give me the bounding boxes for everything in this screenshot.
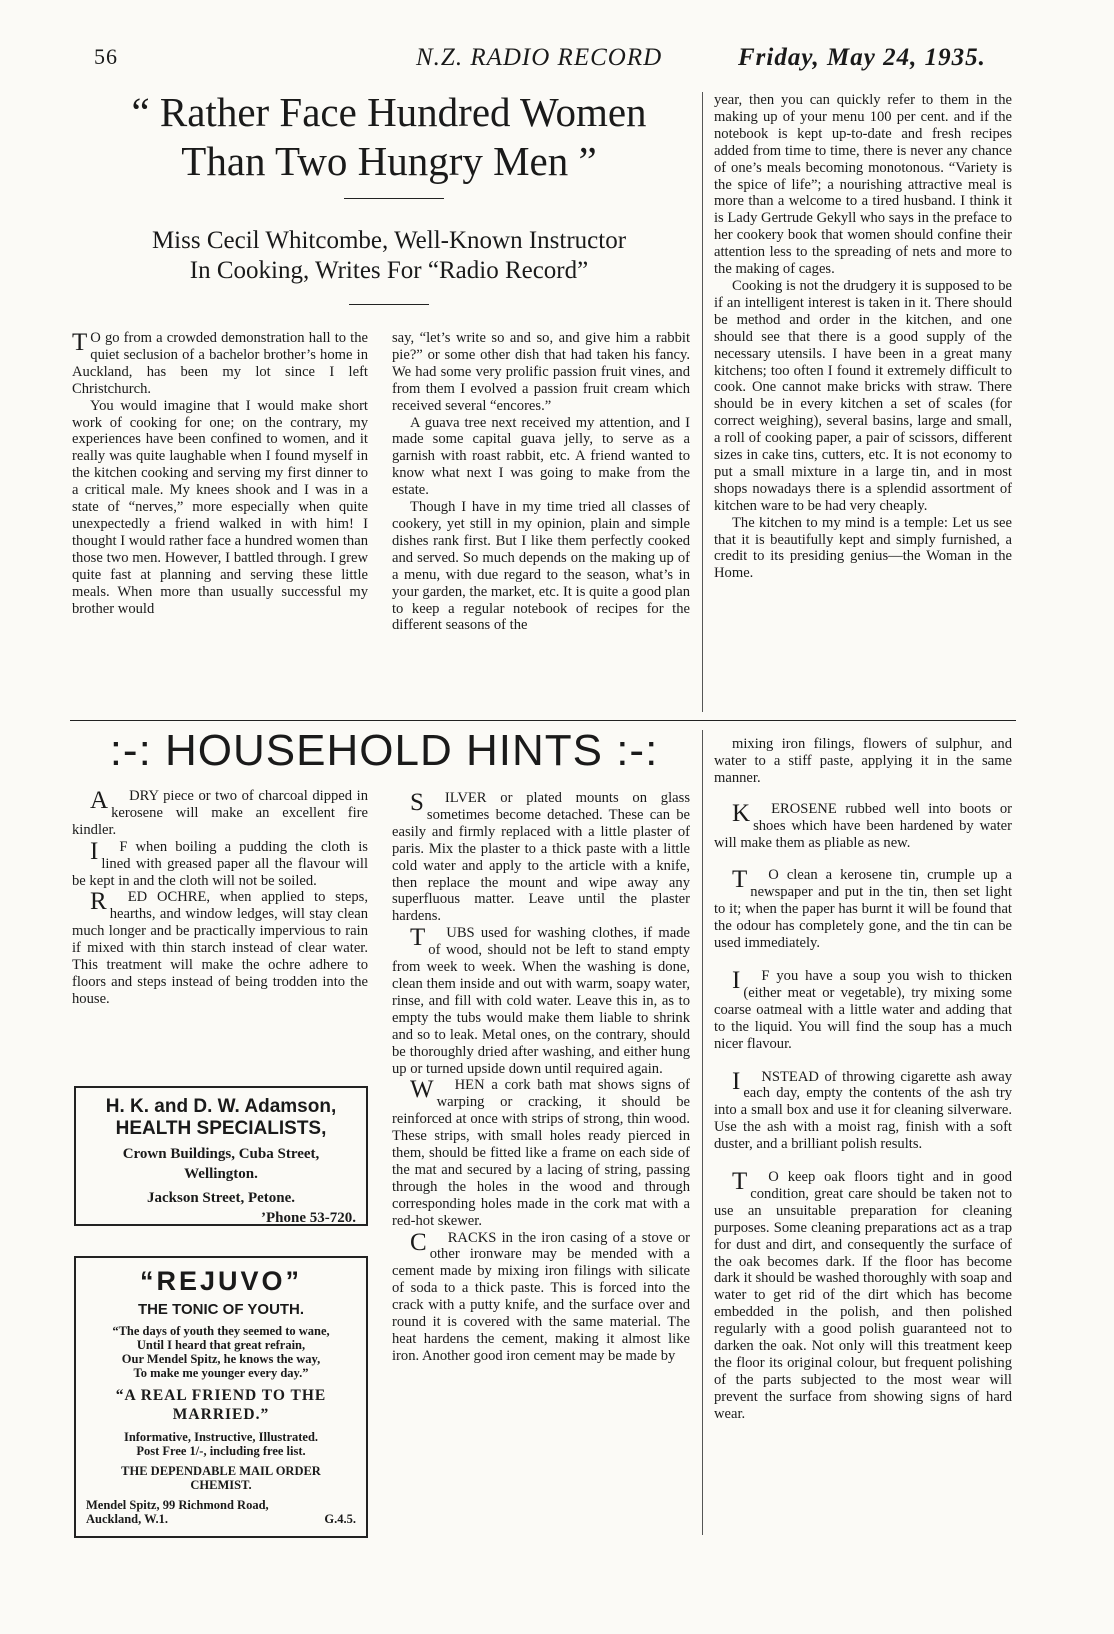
advert-verse: “The days of youth they seemed to wane, <box>112 1324 330 1338</box>
hint-item: K EROSENE rubbed well into boots or shoes which have been hardened by water will make them as pliable as new. <box>714 799 1012 851</box>
article-paragraph: You would imagine that I would make short work of cooking for one; on the contrary, my experiences have been confined to women, and it really was quite laughable when I found myself in the kitchen cooking and serving my first dinner to a critical male. My knees shook and I was in a state of “nerves,” more especially when quite unexpectedly a friend walked in with him! I thought I would rather face a hundred women than those two men. However, I battled through. I grew quite fast at planning and serving these little meals. When more than usually successful my brother would <box>72 397 368 617</box>
issue-date: Friday, May 24, 1935. <box>738 44 986 71</box>
drop-cap: T <box>732 1168 748 1196</box>
advert-address: Jackson Street, Petone. <box>146 1190 296 1206</box>
page-number: 56 <box>94 44 118 69</box>
advert-tagline: THE TONIC OF YOUTH. <box>137 1301 305 1318</box>
household-hints-heading: :-: HOUSEHOLD HINTS :-: <box>109 726 659 775</box>
advert-address: Wellington. <box>184 1166 258 1182</box>
article-paragraph: Cooking is not the drudgery it is supposed to be if an intelligent interest is taken in it. There should be method and order in the kitchen, and one should see that there is a good supply of the necessary utensils. I have been in a great many kitchens; too often I found it extremely difficult to cook. One cannot make bricks with straw. There should be in every kitchen a set of scales (for correct weighing), several basins, large and small, a roll of cooking paper, a pair of scissors, different sizes in cake tins, cutters, etc. It is not economy to put a small mixture in a large tin, and in most shops nowadays there is a splendid assortment of kitchen ware to be had very cheaply. <box>714 277 1012 514</box>
article-paragraph: say, “let’s write so and so, and give him a rabbit pie?” or some other dish that had taken his fancy. We had some very prolific passion fruit vines, and from them I evolved a passion fruit cream which received several “encores.” <box>392 330 690 414</box>
advert-name: H. K. and D. W. Adamson, <box>105 1096 337 1117</box>
hint-item: A DRY piece or two of charcoal dipped in kerosene will make an excellent fire kindler. <box>72 788 368 838</box>
title-divider <box>344 198 444 199</box>
hint-item: S ILVER or plated mounts on glass sometimes become detached. These can be easily and firmly replaced with a little plaster of paris. Mix the plaster to a thick paste with a little cold water and apply to the article with a knife, then replace the mount and wipe away any superfluous matter. Leave until the plaster hardens. <box>392 790 690 925</box>
hint-item: R ED OCHRE, when applied to steps, hearths, and window ledges, will stay clean much longer and be practically impervious to rain if mixed with thin starch instead of clear water. This treatment will make the ochre adhere to floors and steps instead of being trodden into the house. <box>72 888 368 1007</box>
article-column-1 <box>72 330 368 710</box>
advert-info: Post Free 1/-, including free list. <box>136 1444 306 1458</box>
hint-item: I F you have a soup you wish to thicken (either meat or vegetable), try mixing some coarse oatmeal with a little water and adding that to the liquid. You will find the soup has a much nicer flavour. <box>714 966 1012 1052</box>
section-divider <box>70 720 1016 721</box>
article-title-line1: “ Rather Face Hundred Women <box>131 89 647 135</box>
article-paragraph: year, then you can quickly refer to them in the making up of your menu 100 per cent. and if the notebook is kept up-to-date and fresh recipes added from time to time, there is never any chance of one’s meals becoming monotonous. “Variety is the spice of life”; a nourishing attractive meal is more than a welcome to a tired husband. I think it is Lady Gertrude Gekyll who says in the preface to her cookery book that women should confine their attention less to the spreading of nets and more to the making of cages. <box>714 92 1012 278</box>
advert-headline: “A REAL FRIEND TO THE MARRIED.” <box>115 1387 327 1423</box>
hint-item: C RACKS in the iron casing of a stove or other ironware may be mended with a cement made by mixing iron filings with silicate of soda to a thick paste. This is forced into the crack with a putty knife, and the surface over and round it is covered with the same material. The heat hardens the cement, making it almost like iron. Another good iron cement may be made by <box>392 1228 690 1364</box>
hints-column-2 <box>392 790 690 1535</box>
column-divider <box>702 730 703 1535</box>
drop-cap: T <box>72 330 88 356</box>
advert-verse: Until I heard that great refrain, <box>136 1338 306 1352</box>
advert-info: Informative, Instructive, Illustrated. <box>123 1430 319 1444</box>
drop-cap: A <box>90 788 109 814</box>
hint-item: T O keep oak floors tight and in good condition, great care should be taken not to use an unsuitable preparation for cleaning purposes. Some cleaning preparations act as a trap for dust and dirt, and consequently the surface of the oak becomes dark. If the floor has become dark it should be washed thoroughly with soap and water to get rid of the dirt which has become embedded in the polish, and then polished regularly with a good polish guaranteed not to darken the oak. Not only will this treatment keep the floor its original colour, but frequent polishing of the parts subjected to the most wear will prevent the surface from showing signs of hard wear. <box>714 1168 1012 1422</box>
hints-column-3 <box>714 736 1012 1536</box>
article-title-block <box>74 88 704 286</box>
advert-rejuvo <box>74 1256 368 1538</box>
drop-cap: W <box>410 1076 434 1104</box>
article-title-line2: Than Two Hungry Men ” <box>181 138 597 184</box>
advert-verse: To make me younger every day.” <box>133 1366 309 1380</box>
advert-title: HEALTH SPECIALISTS, <box>115 1118 327 1139</box>
advert-phone: ’Phone 53-720. <box>261 1210 356 1226</box>
article-subtitle-line1: Miss Cecil Whitcombe, Well-Known Instructor <box>151 227 627 254</box>
hint-item: W HEN a cork bath mat shows signs of warping or cracking, it should be reinforced at once with strips of strong, thin wood. These strips, with small holes ready pierced in them, should be fitted like a frame on each side of the mat and secured by a lacing of string, passing through the holes in the wood and through corresponding holes made in the cork mat with a red-hot skewer. <box>392 1076 690 1229</box>
article-paragraph: The kitchen to my mind is a temple: Let us see that it is beautifully kept and simply furnished, a credit to its presiding genius—the Woman in the Home. <box>714 514 1012 582</box>
article-paragraph: O go from a crowded demonstration hall to the quiet seclusion of a bachelor brother’s home in Auckland, has been my lot since I left Christchurch. <box>72 330 368 397</box>
drop-cap: S <box>410 790 424 816</box>
drop-cap: I <box>732 1067 741 1095</box>
advert-brand: “REJUVO” <box>139 1266 303 1296</box>
article-paragraph: A guava tree next received my attention, and I made some capital guava jelly, to serve as a garnish with roast rabbit, etc. A friend wanted to know what next I was going to make from the estate. <box>392 414 690 499</box>
subtitle-divider <box>349 304 429 305</box>
article-column-3 <box>714 92 1012 712</box>
drop-cap: K <box>732 799 751 827</box>
advert-info: THE DEPENDABLE MAIL ORDER <box>121 1464 321 1478</box>
advert-verse: Our Mendel Spitz, he knows the way, <box>121 1352 321 1366</box>
column-divider <box>702 92 703 712</box>
drop-cap: I <box>90 837 99 865</box>
article-paragraph: Though I have in my time tried all classes of cookery, yet still in my opinion, plain and simple dishes rank first. But I like them perfectly cooked and served. So much depends on the making up of a menu, with due regard to the season, what’s in your garden, the market, etc. It is quite a good plan to keep a regular notebook of recipes for the different seasons of the <box>392 499 690 634</box>
article-subtitle-line2: In Cooking, Writes For “Radio Record” <box>189 257 589 284</box>
hints-column-1 <box>72 788 368 1078</box>
hint-item: I NSTEAD of throwing cigarette ash away each day, empty the contents of the ash try into a small box and use it for cleaning silverware. Use the ash with a moist rag, finish with a soft duster, and a brilliant polish results. <box>714 1067 1012 1153</box>
hint-item: T O clean a kerosene tin, crumple up a newspaper and put in the tin, then set light to it; when the paper has burnt it will be found that the odour has completely gone, and the tin can be used immediately. <box>714 866 1012 952</box>
article-column-2 <box>392 330 690 710</box>
publication-name: N.Z. RADIO RECORD <box>416 44 663 71</box>
drop-cap: R <box>90 888 107 916</box>
hint-continuation: mixing iron filings, flowers of sulphur, and water to a stiff paste, applying it in the same manner. <box>714 736 1012 786</box>
advert-info: CHEMIST. <box>190 1478 252 1492</box>
drop-cap: T <box>732 866 748 894</box>
drop-cap: T <box>410 924 426 952</box>
drop-cap: I <box>732 966 741 994</box>
advert-adamson <box>74 1086 368 1226</box>
hint-item: T UBS used for washing clothes, if made of wood, should not be left to stand empty from week to week. When the washing is done, clean them inside and out with warm, soapy water, rinse, and fill with cold water. Leave this in, as to empty the tubs would make them liable to shrink and so to leak. Metal ones, on the contrary, should be thoroughly dried after washing, and either hung up or turned upside down until required again. <box>392 924 690 1077</box>
advert-address: Mendel Spitz, 99 Richmond Road, <box>86 1498 269 1512</box>
advert-address: Crown Buildings, Cuba Street, <box>122 1146 320 1162</box>
advert-address-row: Auckland, W.1. G.4.5. <box>86 1512 356 1526</box>
hint-item: I F when boiling a pudding the cloth is lined with greased paper all the flavour will be kept in and the cloth will not be soiled. <box>72 837 368 889</box>
drop-cap: C <box>410 1228 427 1256</box>
